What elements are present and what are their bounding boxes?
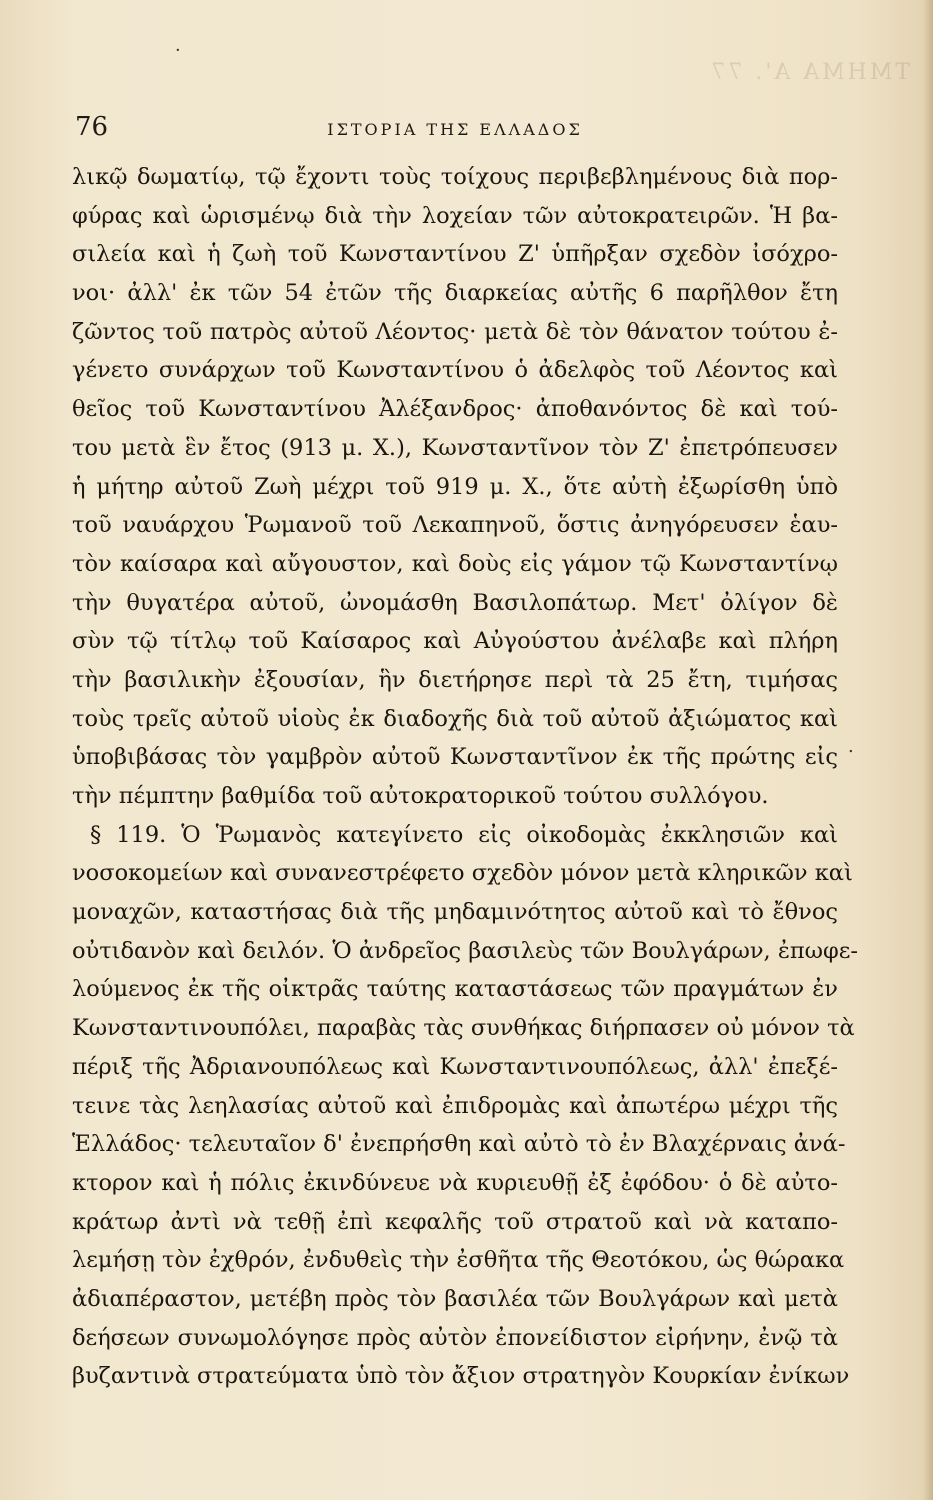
text-line: λικῷ δωματίῳ, τῷ ἔχοντι τοὺς τοίχους περιβεβλημένους διὰ πορ- — [72, 164, 838, 190]
text-line: ἡ μήτηρ αὐτοῦ Ζωὴ μέχρι τοῦ 919 μ. Χ., ὅτε αὐτὴ ἐξωρίσθη ὑπὸ — [72, 473, 838, 500]
text-line: Κωνσταντινουπόλει, παραβὰς τὰς συνθήκας διήρπασεν οὐ μόνον τὰ — [72, 1015, 855, 1042]
body-text — [72, 158, 859, 1396]
text-line: γένετο συνάρχων τοῦ Κωνσταντίνου ὁ ἀδελφὸς τοῦ Λέοντος καὶ — [72, 357, 838, 384]
text-line: τεινε τὰς λεηλασίας αὐτοῦ καὶ ἐπιδρομὰς καὶ ἀπωτέρω μέχρι τῆς — [72, 1092, 838, 1119]
speck-mark: · — [175, 40, 181, 61]
text-line: σὺν τῷ τίτλῳ τοῦ Καίσαρος καὶ Αὐγούστου ἀνέλαβε καὶ πλήρη — [72, 628, 838, 655]
text-line: Ἑλλάδος· τελευταῖον δ' ἐνεπρήσθη καὶ αὐτὸ τὸ ἐν Βλαχέρναις ἀνά- — [72, 1131, 846, 1158]
text-line: νοι· ἀλλ' ἐκ τῶν 54 ἐτῶν τῆς διαρκείας αὐτῆς 6 παρῆλθον ἔτη — [72, 280, 838, 307]
text-line: ὑποβιβάσας τὸν γαμβρὸν αὐτοῦ Κωνσταντῖνον ἐκ τῆς πρώτης εἰς — [72, 744, 838, 771]
text-line: δεήσεων συνωμολόγησε πρὸς αὐτὸν ἐπονείδιστον εἰρήνην, ἐνῷ τὰ — [72, 1324, 838, 1351]
text-line: τὸν καίσαρα καὶ αὔγουστον, καὶ δοὺς εἰς γάμον τῷ Κωνσταντίνῳ — [72, 550, 838, 577]
text-line: ζῶντος τοῦ πατρὸς αὐτοῦ Λέοντος· μετὰ δὲ τὸν θάνατον τούτου ἐ- — [72, 318, 838, 345]
text-line: του μετὰ ἓν ἔτος (913 μ. Χ.), Κωνσταντῖνον τὸν Ζ' ἐπετρόπευσεν — [72, 434, 838, 461]
text-line: νοσοκομείων καὶ συνανεστρέφετο σχεδὸν μόνον μετὰ κληρικῶν καὶ — [72, 860, 853, 887]
page-header — [75, 112, 835, 146]
section-heading-line: § 119. Ὁ Ῥωμανὸς κατεγίνετο εἰς οἰκοδομὰς ἐκκλησιῶν καὶ — [90, 821, 838, 848]
text-line: κράτωρ ἀντὶ νὰ τεθῇ ἐπὶ κεφαλῆς τοῦ στρατοῦ καὶ νὰ καταπο- — [72, 1208, 838, 1235]
text-line: πέριξ τῆς Ἀδριανουπόλεως καὶ Κωνσταντινουπόλεως, ἀλλ' ἐπεξέ- — [72, 1053, 838, 1080]
text-line: φύρας καὶ ὡρισμένῳ διὰ τὴν λοχείαν τῶν αὐτοκρατειρῶν. Ἡ βα- — [72, 202, 838, 229]
bleed-through-header: ΤΜΗΜΑ Α'. 77 — [708, 60, 910, 85]
text-line: κτορον καὶ ἡ πόλις ἐκινδύνευε νὰ κυριευθῇ ἐξ ἐφόδου· ὁ δὲ αὐτο- — [72, 1169, 838, 1196]
page-number: 76 — [75, 112, 109, 142]
text-line: οὐτιδανὸν καὶ δειλόν. Ὁ ἀνδρεῖος βασιλεὺς τῶν Βουλγάρων, ἐπωφε- — [72, 937, 859, 964]
text-line: τοὺς τρεῖς αὐτοῦ υἱοὺς ἐκ διαδοχῆς διὰ τοῦ αὐτοῦ ἀξιώματος καὶ — [72, 705, 838, 732]
text-line: ἀδιαπέραστον, μετέβη πρὸς τὸν βασιλέα τῶν Βουλγάρων καὶ μετὰ — [72, 1285, 838, 1312]
text-line: τὴν θυγατέρα αὐτοῦ, ὠνομάσθη Βασιλοπάτωρ. Μετ' ὀλίγον δὲ — [72, 589, 838, 616]
text-line: λούμενος ἐκ τῆς οἰκτρᾶς ταύτης καταστάσεως τῶν πραγμάτων ἐν — [72, 976, 838, 1003]
text-line: μοναχῶν, καταστήσας διὰ τῆς μηδαμινότητος αὐτοῦ καὶ τὸ ἔθνος — [72, 899, 838, 926]
running-title: ΙΣΤΟΡΙΑ ΤΗΣ ΕΛΛΑΔΟΣ — [327, 120, 583, 139]
speck-mark: . — [848, 736, 854, 757]
text-line: λεμήσῃ τὸν ἐχθρόν, ἐνδυθεὶς τὴν ἐσθῆτα τῆς Θεοτόκου, ὡς θώρακα — [72, 1247, 845, 1274]
page-spine-edge — [923, 0, 933, 1500]
text-line: σιλεία καὶ ἡ ζωὴ τοῦ Κωνσταντίνου Ζ' ὑπῆρξαν σχεδὸν ἰσόχρο- — [72, 241, 838, 268]
text-line: τὴν βασιλικὴν ἐξουσίαν, ἣν διετήρησε περὶ τὰ 25 ἔτη, τιμήσας — [72, 666, 838, 693]
text-line: βυζαντινὰ στρατεύματα ὑπὸ τὸν ἄξιον στρατηγὸν Κουρκίαν ἐνίκων — [72, 1363, 850, 1390]
text-line: θεῖος τοῦ Κωνσταντίνου Ἀλέξανδρος· ἀποθανόντος δὲ καὶ τού- — [72, 396, 838, 423]
text-line: τὴν πέμπτην βαθμίδα τοῦ αὐτοκρατορικοῦ τούτου συλλόγου. — [72, 783, 769, 809]
text-line: τοῦ ναυάρχου Ῥωμανοῦ τοῦ Λεκαπηνοῦ, ὅστις ἀνηγόρευσεν ἑαυ- — [72, 512, 838, 539]
